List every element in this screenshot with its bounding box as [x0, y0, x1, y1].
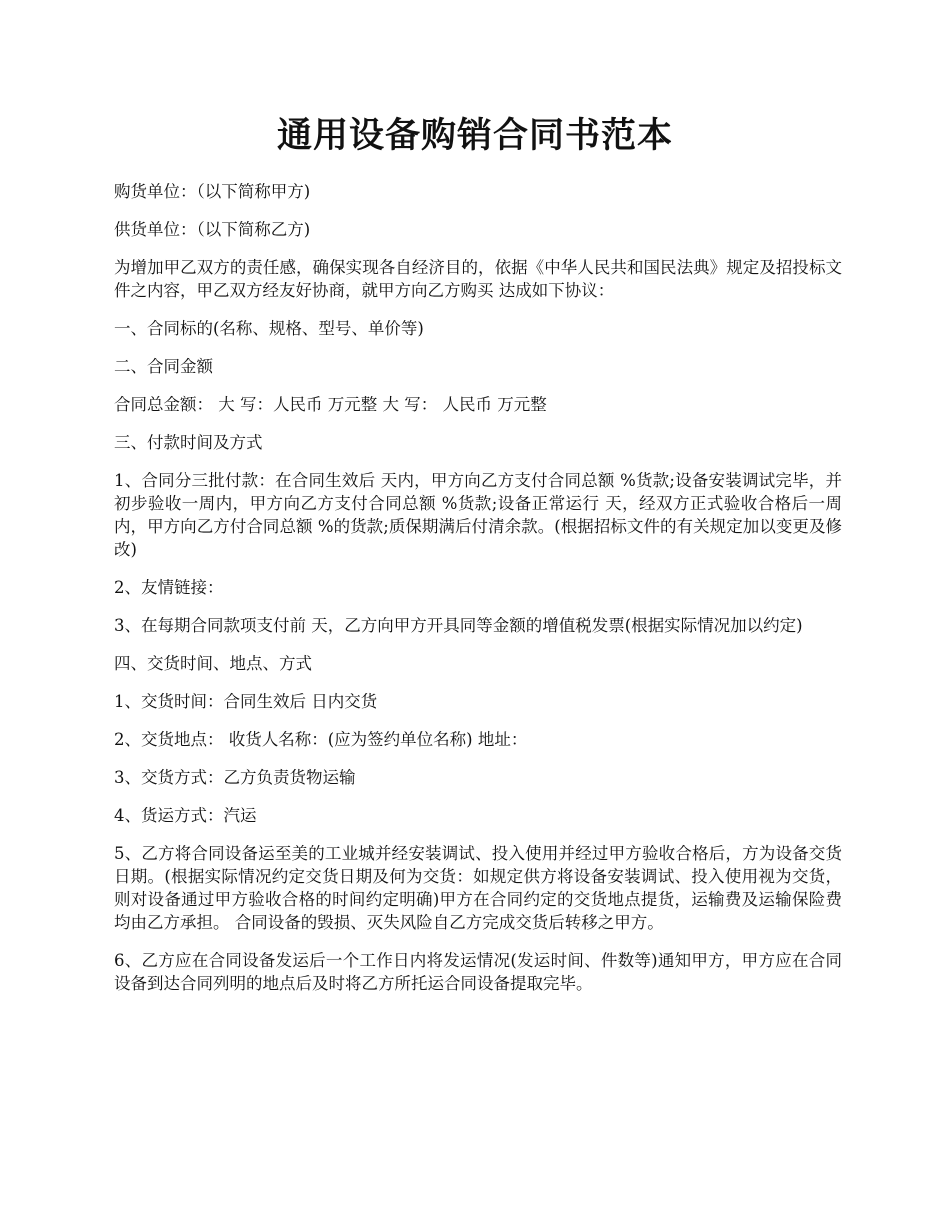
- delivery-clause-2: 2、交货地点： 收货人名称：(应为签约单位名称) 地址：: [114, 730, 528, 749]
- buyer-line: 购货单位：（以下简称甲方): [114, 182, 311, 201]
- supplier-line: 供货单位：（以下简称乙方): [114, 220, 311, 239]
- delivery-clause-1: 1、交货时间：合同生效后 日内交货: [114, 692, 378, 711]
- preamble-paragraph: 为增加甲乙双方的责任感，确保实现各自经济目的，依据《中华人民共和国民法典》规定及招投标文件之内容，甲乙双方经友好协商，就甲方向乙方购买 达成如下协议：: [114, 258, 842, 300]
- payment-clause-1: 1、合同分三批付款：在合同生效后 天内，甲方向乙方支付合同总额 %货款;设备安装调试完毕，并初步验收一周内，甲方向乙方支付合同总额 %货款;设备正常运行 天，经双方正式验收合格后一周内，甲方向乙方付合同总额 %的货款;质保期满后付清余款。(根据招标文件的有关规定加以变更及修改): [114, 471, 842, 559]
- document-title: 通用设备购销合同书范本: [276, 115, 673, 156]
- total-amount-line: 合同总金额： 大 写：人民币 万元整 大 写： 人民币 万元整: [114, 395, 547, 414]
- document-body: [114, 180, 842, 1010]
- section-heading-subject: 一、合同标的(名称、规格、型号、单价等): [114, 319, 424, 338]
- delivery-clause-5: 5、乙方将合同设备运至美的工业城并经安装调试、投入使用并经过甲方验收合格后，方为设备交货日期。(根据实际情况约定交货日期及何为交货：如规定供方将设备安装调试、投入使用视为交货，则对设备通过甲方验收合格的时间约定明确)甲方在合同约定的交货地点提货，运输费及运输保险费均由乙方承担。 合同设备的毁损、灭失风险自乙方完成交货后转移之甲方。: [114, 844, 842, 932]
- payment-clause-3: 3、在每期合同款项支付前 天，乙方向甲方开具同等金额的增值税发票(根据实际情况加以约定): [114, 616, 803, 635]
- delivery-clause-6: 6、乙方应在合同设备发运后一个工作日内将发运情况(发运时间、件数等)通知甲方，甲方应在合同设备到达合同列明的地点后及时将乙方所托运合同设备提取完毕。: [114, 951, 842, 993]
- delivery-clause-3: 3、交货方式：乙方负责货物运输: [114, 768, 356, 787]
- delivery-clause-4: 4、货运方式：汽运: [114, 806, 257, 825]
- payment-clause-2: 2、友情链接：: [114, 578, 224, 597]
- section-heading-amount: 二、合同金额: [114, 357, 213, 376]
- section-heading-payment: 三、付款时间及方式: [114, 433, 263, 452]
- section-heading-delivery: 四、交货时间、地点、方式: [114, 654, 312, 673]
